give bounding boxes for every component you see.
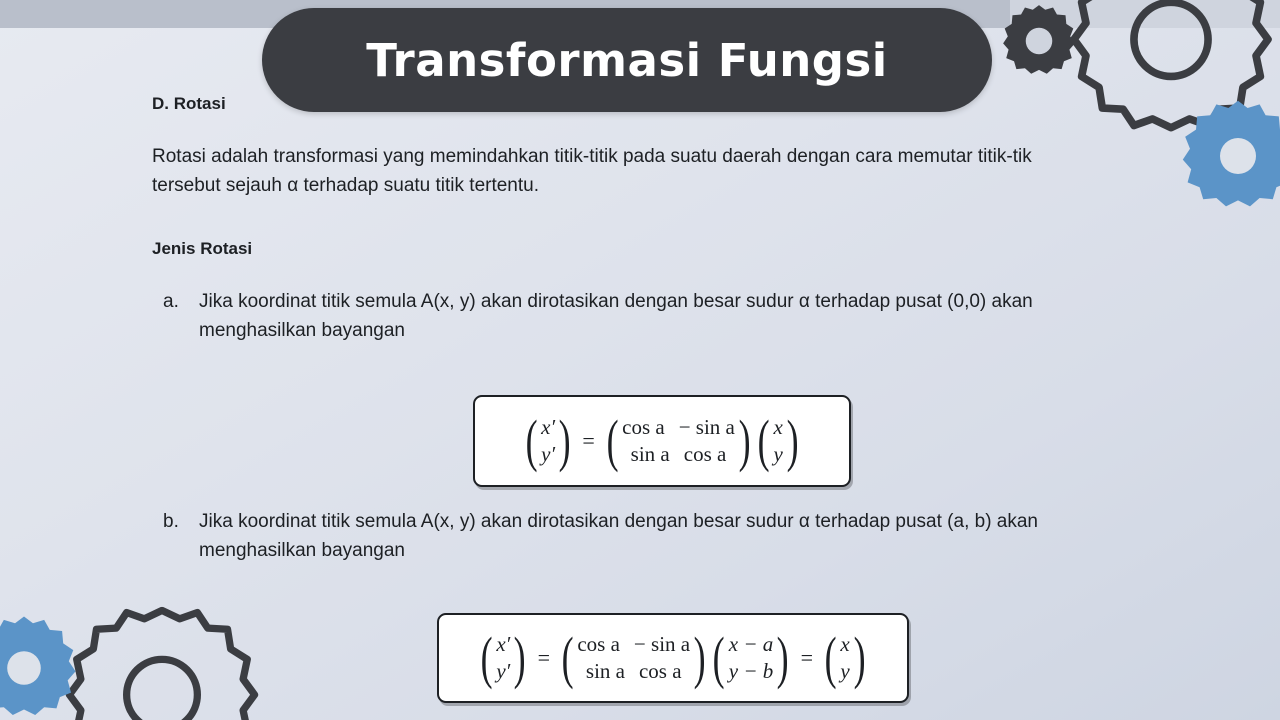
matrix-cell-1-1: cos a — [683, 442, 727, 466]
equals-sign-2: = — [800, 645, 813, 670]
rhs-vector: ( x y ) — [824, 625, 866, 691]
mid-vector-row-1: x − a — [728, 632, 774, 657]
matrix-cell-1-0: sin a — [585, 659, 625, 683]
formula-expression — [522, 408, 802, 474]
rhs-vector: ( x y ) — [757, 408, 799, 474]
rhs-vector-row-2: y — [773, 442, 783, 466]
matrix-cell-0-1: − sin a — [633, 632, 691, 657]
matrix-cell-0-0: cos a — [577, 632, 620, 657]
equals-sign: = — [537, 645, 551, 670]
rhs-vector-row-2: y — [840, 659, 850, 683]
matrix-cell-0-0: cos a — [622, 415, 665, 440]
slide-title-banner — [262, 8, 992, 112]
lhs-vector: ( x′ y′ ) — [525, 408, 571, 474]
lhs-vector: ( x′ y′ ) — [480, 625, 526, 691]
formula-box-rotation-origin — [473, 395, 851, 487]
list-item-text: Jika koordinat titik semula A(x, y) akan dirotasikan dengan besar sudur α terhadap pusat (a, b) akan menghasilkan bayangan — [199, 511, 1038, 562]
gear-top-blue-icon — [1178, 96, 1280, 216]
subheading-jenis-rotasi: Jenis Rotasi — [152, 239, 253, 258]
list-item — [163, 287, 1093, 346]
page-title: Transformasi Fungsi — [366, 33, 888, 87]
mid-vector-row-2: y − b — [728, 659, 774, 683]
rhs-vector-row-1: x — [773, 415, 783, 440]
matrix-cell-0-1: − sin a — [678, 415, 735, 440]
formula-box-rotation-point — [437, 613, 909, 703]
lhs-vector-row-1: x′ — [541, 415, 556, 440]
equals-sign: = — [582, 428, 595, 453]
mid-vector: ( x − a y − b ) — [713, 625, 789, 691]
section-heading: D. Rotasi — [152, 94, 226, 113]
lhs-vector-row-1: x′ — [496, 632, 511, 657]
list-item-text: Jika koordinat titik semula A(x, y) akan dirotasikan dengan besar sudur α terhadap pusat (0,0) akan menghasilkan bayangan — [199, 291, 1033, 342]
intro-paragraph: Rotasi adalah transformasi yang memindahkan titik-titik pada suatu daerah dengan cara memutar titik-tik tersebut sejauh α terhadap suatu titik tertentu. — [152, 146, 1032, 197]
rhs-vector-row-1: x — [840, 632, 850, 657]
gear-bottom-large-icon — [58, 598, 266, 720]
list-item — [163, 507, 1093, 566]
formula-expression — [477, 625, 869, 691]
gear-bottom-blue-icon — [0, 612, 80, 720]
list-item-marker: b. — [163, 511, 179, 532]
lhs-vector-row-2: y′ — [496, 659, 511, 683]
rotation-matrix: ( cos a − sin a sin a cos a ) — [606, 408, 751, 474]
list-item-marker: a. — [163, 291, 179, 312]
lhs-vector-row-2: y′ — [541, 442, 556, 466]
matrix-cell-1-0: sin a — [630, 442, 670, 466]
rotation-matrix: ( cos a − sin a sin a cos a ) — [561, 625, 706, 691]
matrix-cell-1-1: cos a — [638, 659, 682, 683]
